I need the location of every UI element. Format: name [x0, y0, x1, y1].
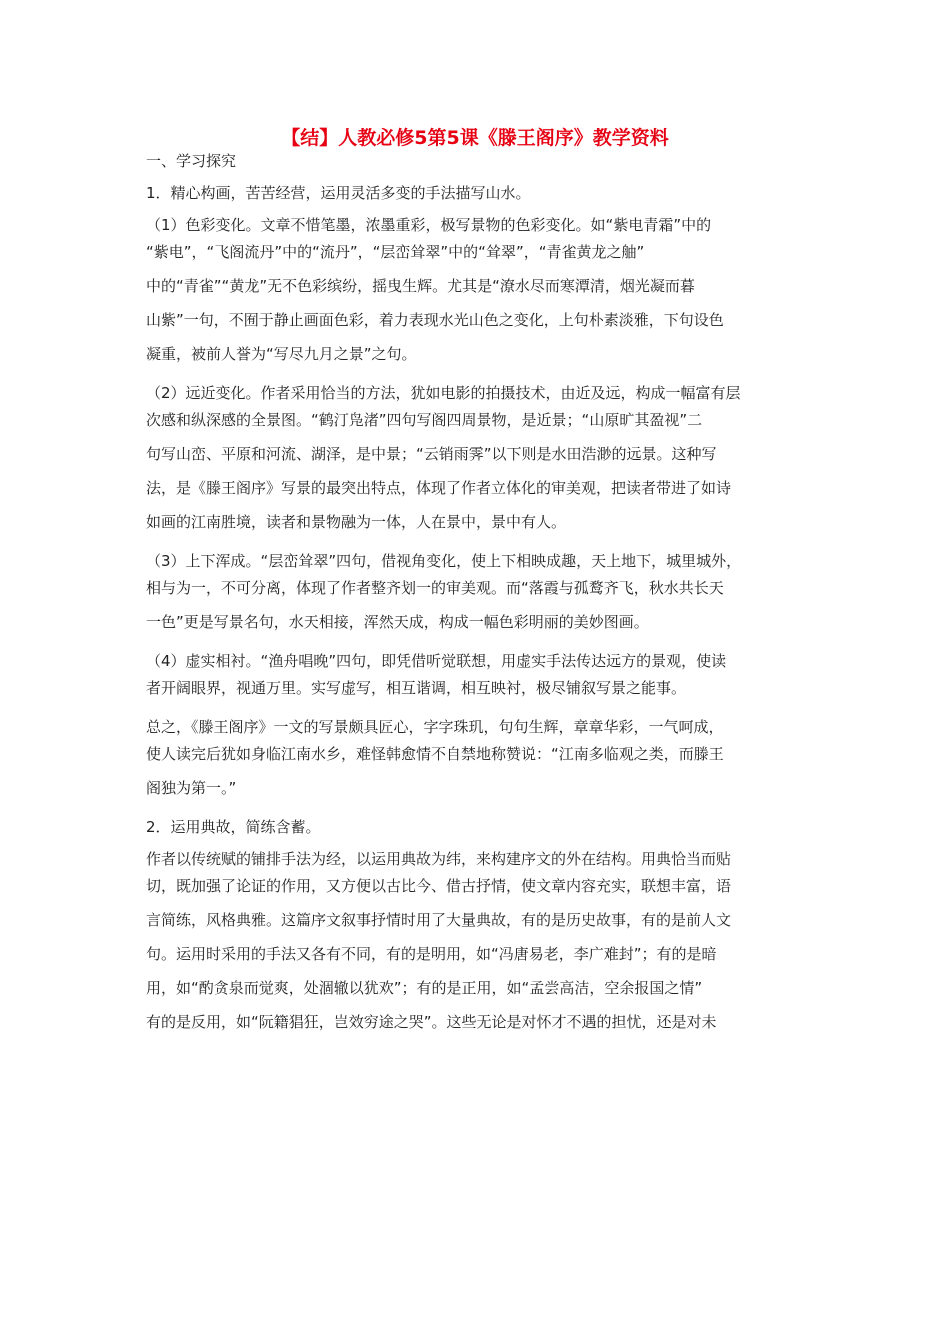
text-line: 有的是反用，如“阮籍猖狂，岂效穷途之哭”。这些无论是对怀才不遇的担忧，还是对未	[146, 1013, 717, 1031]
text-line: 作者以传统赋的铺排手法为经，以运用典故为纬，来构建序文的外在结构。用典恰当而贴	[146, 850, 732, 868]
text-line: （2）远近变化。作者采用恰当的方法，犹如电影的拍摄技术，由近及远，构成一幅富有层	[146, 384, 741, 402]
text-line: 中的“青雀”“黄龙”无不色彩缤纷，摇曳生辉。尤其是“潦水尽而寒潭清，烟光凝而暮	[146, 277, 695, 295]
text-line: “紫电”，“飞阁流丹”中的“流丹”，“层峦耸翠”中的“耸翠”，“青雀黄龙之舳”	[146, 243, 645, 261]
text-line: 言简练，风格典雅。这篇序文叙事抒情时用了大量典故，有的是历史故事，有的是前人文	[146, 911, 732, 929]
section-heading: 一、学习探究	[146, 152, 237, 170]
document-body	[146, 151, 816, 1039]
paragraph-summary	[146, 717, 816, 805]
text-line: 相与为一，不可分离，体现了作者整齐划一的审美观。而“落霞与孤鹜齐飞，秋水共长天	[146, 579, 724, 597]
text-line: （3）上下浑成。“层峦耸翠”四句，借视角变化，使上下相映成趣，天上地下，城里城外，	[146, 552, 742, 570]
text-line: 总之，《滕王阁序》一文的写景颇具匠心，字字珠玑，句句生辉，章章华彩，一气呵成，	[146, 718, 724, 736]
paragraph-virtual-real	[146, 651, 816, 705]
point-heading-2: 2．运用典故，简练含蓄。	[146, 818, 321, 836]
text-line: 使人读完后犹如身临江南水乡，难怪韩愈情不自禁地称赞说：“江南多临观之类，而滕王	[146, 745, 724, 763]
text-line: 次感和纵深感的全景图。“鹤汀凫渚”四句写阁四周景物，是近景；“山原旷其盈视”二	[146, 411, 703, 429]
text-line: 者开阔眼界，视通万里。实写虚写，相互谐调，相互映衬，极尽铺叙写景之能事。	[146, 679, 687, 697]
paragraph-distance-change	[146, 383, 816, 539]
document-title: 【结】人教必修5第5课《滕王阁序》教学资料	[281, 127, 669, 149]
text-line: （4）虚实相衬。“渔舟唱晚”四句，即凭借听觉联想，用虚实手法传达远方的景观，使读	[146, 652, 727, 670]
paragraph-allusions	[146, 849, 816, 1039]
text-line: 阁独为第一。”	[146, 779, 237, 797]
text-line: 凝重，被前人誉为“写尽九月之景”之句。	[146, 345, 417, 363]
text-line: 切，既加强了论证的作用，又方便以古比今、借古抒情，使文章内容充实，联想丰富，语	[146, 877, 732, 895]
text-line: 如画的江南胜境，读者和景物融为一体，人在景中，景中有人。	[146, 513, 567, 531]
text-line: 句写山峦、平原和河流、湖泽，是中景；“云销雨霁”以下则是水田浩渺的远景。这种写	[146, 445, 717, 463]
text-line: 法，是《滕王阁序》写景的最突出特点，体现了作者立体化的审美观，把读者带进了如诗	[146, 479, 732, 497]
paragraph-up-down	[146, 551, 816, 639]
text-line: 一色”更是写景名句，水天相接，浑然天成，构成一幅色彩明丽的美妙图画。	[146, 613, 649, 631]
text-line: 句。运用时采用的手法又各有不同，有的是明用，如“冯唐易老，李广难封”；有的是暗	[146, 945, 717, 963]
paragraph-color-change	[146, 215, 816, 371]
text-line: 用，如“酌贪泉而觉爽，处涸辙以犹欢”；有的是正用，如“孟尝高洁，空余报国之情”	[146, 979, 703, 997]
text-line: （1）色彩变化。文章不惜笔墨，浓墨重彩，极写景物的色彩变化。如“紫电青霜”中的	[146, 216, 712, 234]
point-heading-1: 1．精心构画，苦苦经营，运用灵活多变的手法描写山水。	[146, 184, 531, 202]
text-line: 山紫”一句，不囿于静止画面色彩，着力表现水光山色之变化，上句朴素淡雅，下句设色	[146, 311, 724, 329]
